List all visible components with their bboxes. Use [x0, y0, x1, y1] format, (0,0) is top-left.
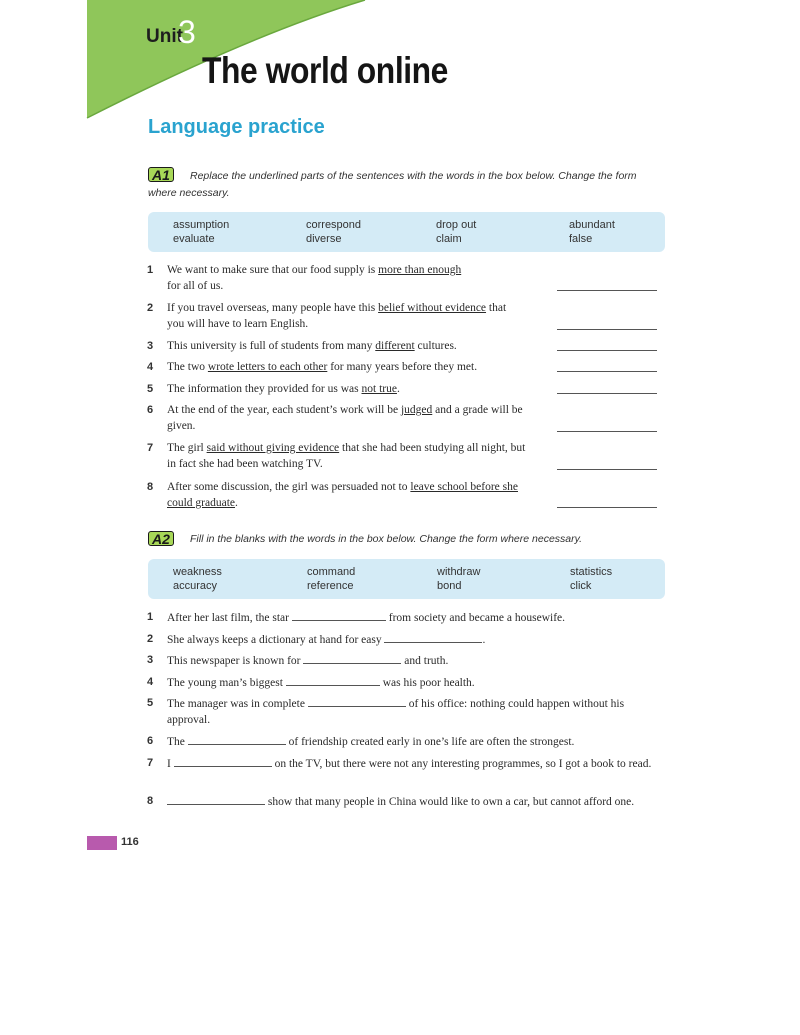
word-item: abundant — [569, 219, 615, 231]
answer-line[interactable] — [557, 469, 657, 470]
fill-blank[interactable] — [167, 793, 265, 805]
fill-blank[interactable] — [384, 631, 482, 643]
answer-line[interactable] — [557, 290, 657, 291]
fill-blank[interactable] — [303, 652, 401, 664]
page-title: The world online — [202, 50, 448, 91]
word-item: correspond — [306, 219, 362, 231]
word-item: click — [570, 580, 592, 592]
a1-word-box — [148, 212, 665, 252]
word-item: statistics — [570, 566, 613, 578]
a2-word-box — [148, 559, 665, 599]
a2-badge: A2 — [148, 531, 174, 546]
a1-instruction: Replace the underlined parts of the sentences with the words in the box below. Change the form where necessary. — [148, 170, 637, 199]
word-item: command — [307, 566, 356, 578]
answer-line[interactable] — [557, 329, 657, 330]
word-item: drop out — [436, 219, 477, 231]
section-heading: Language practice — [148, 116, 325, 138]
word-item: reference — [307, 580, 354, 592]
answer-line[interactable] — [557, 350, 657, 351]
answer-line[interactable] — [557, 431, 657, 432]
answer-line[interactable] — [557, 507, 657, 508]
fill-blank[interactable] — [292, 609, 386, 621]
a1-badge: A1 — [148, 167, 174, 182]
unit-number: 3 — [178, 14, 196, 50]
word-item: diverse — [306, 233, 342, 245]
footer-bar — [87, 836, 117, 850]
word-item: assumption — [173, 219, 230, 231]
answer-line[interactable] — [557, 371, 657, 372]
fill-blank[interactable] — [308, 695, 406, 707]
word-item: bond — [437, 580, 462, 592]
page-number: 116 — [121, 836, 139, 848]
a2-instruction: Fill in the blanks with the words in the box below. Change the form where necessary. — [190, 533, 583, 545]
fill-blank[interactable] — [188, 733, 286, 745]
unit-label: Unit — [146, 26, 183, 47]
word-item: withdraw — [437, 566, 481, 578]
word-item: false — [569, 233, 593, 245]
fill-blank[interactable] — [174, 755, 272, 767]
word-item: weakness — [173, 566, 222, 578]
fill-blank[interactable] — [286, 674, 380, 686]
word-item: accuracy — [173, 580, 218, 592]
answer-line[interactable] — [557, 393, 657, 394]
word-item: evaluate — [173, 233, 215, 245]
word-item: claim — [436, 233, 462, 245]
